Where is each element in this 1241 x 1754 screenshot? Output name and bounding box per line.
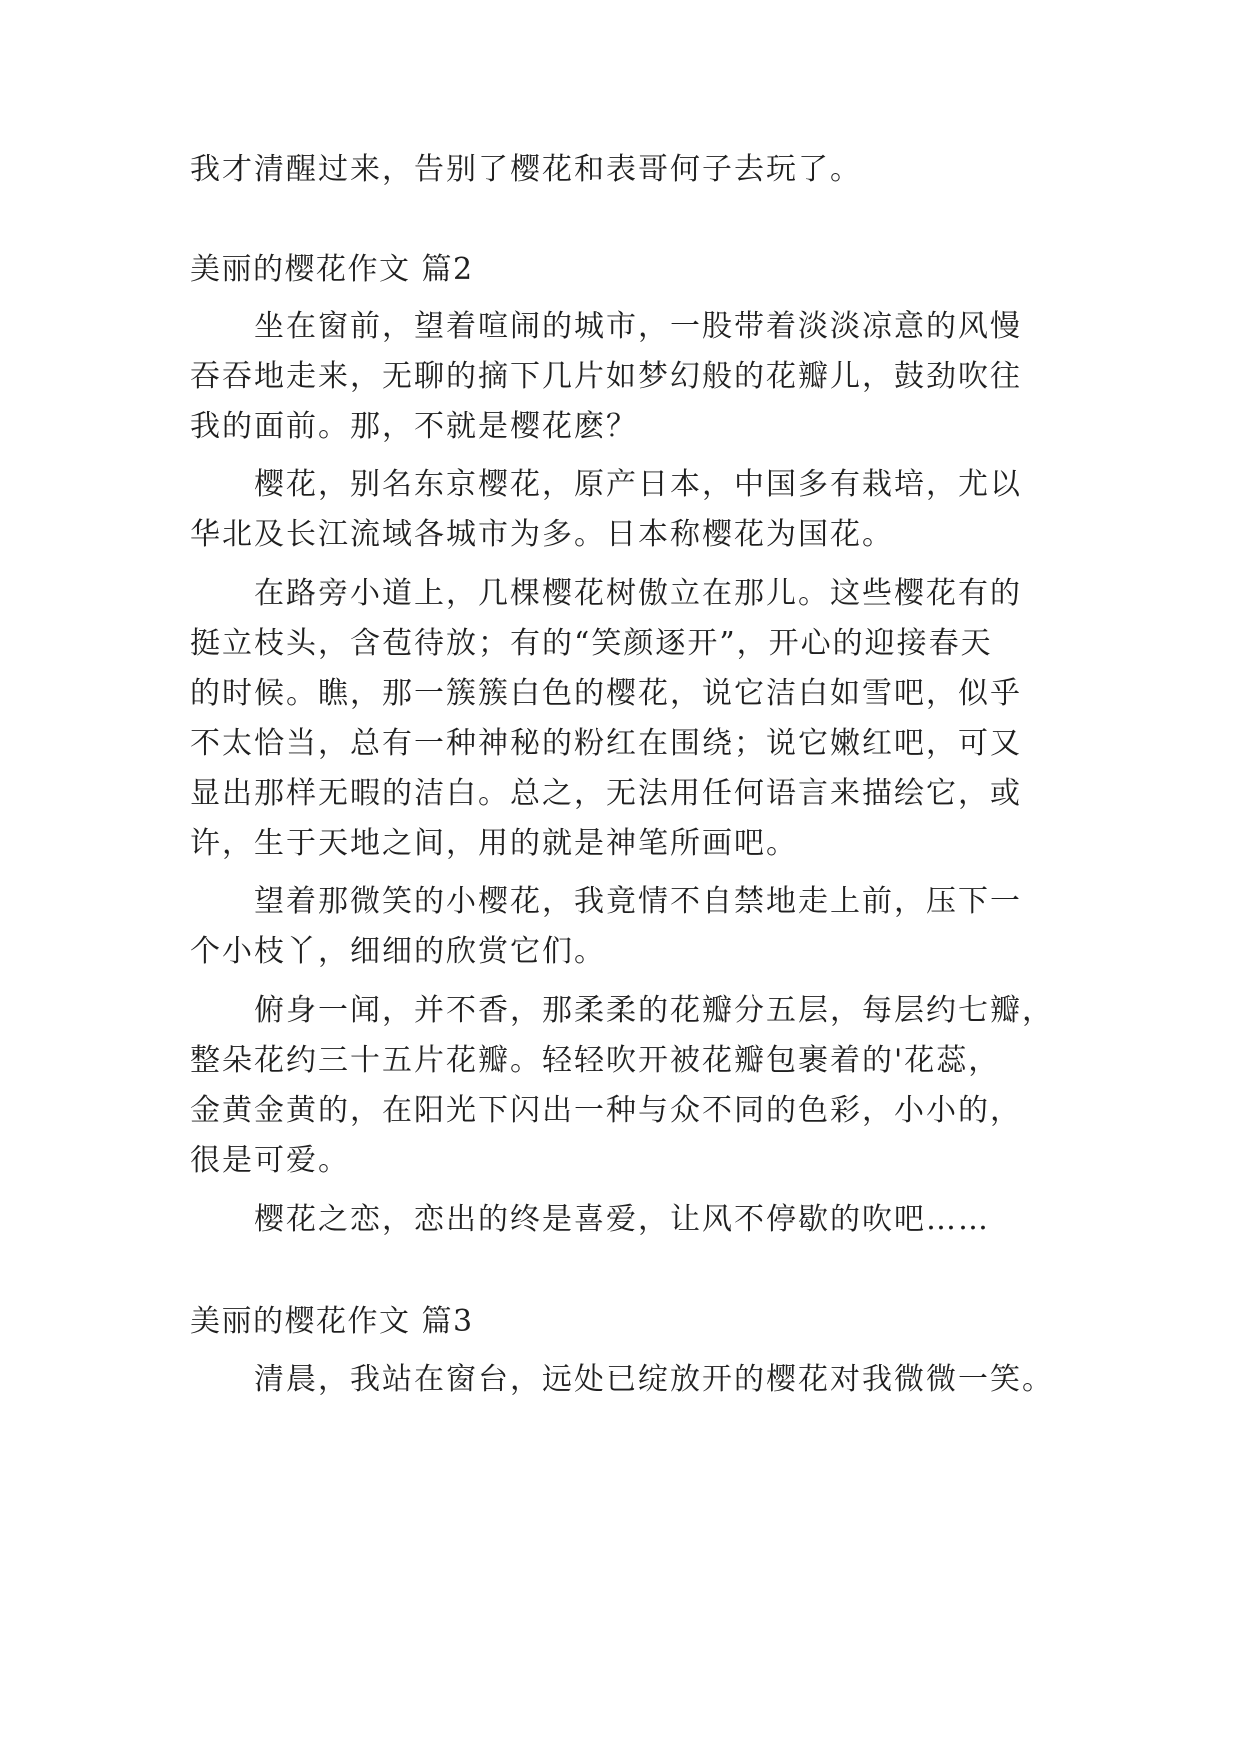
section-heading: 美丽的樱花作文 篇2 bbox=[190, 252, 474, 287]
paragraph-line: 在路旁小道上，几棵樱花树傲立在那儿。这些樱花有的 bbox=[254, 576, 1022, 611]
paragraph-line: 挺立枝头，含苞待放；有的“笑颜逐开”，开心的迎接春天 bbox=[190, 626, 993, 661]
paragraph-line: 我才清醒过来，告别了樱花和表哥何子去玩了。 bbox=[190, 152, 862, 187]
paragraph-line: 樱花，别名东京樱花，原产日本，中国多有栽培，尤以 bbox=[254, 467, 1022, 502]
paragraph-line: 望着那微笑的小樱花，我竟情不自禁地走上前，压下一 bbox=[254, 884, 1022, 919]
paragraph-line: 个小枝丫，细细的欣赏它们。 bbox=[190, 934, 606, 969]
paragraph-line: 显出那样无暇的洁白。总之，无法用任何语言来描绘它，或 bbox=[190, 776, 1022, 811]
paragraph-line: 我的面前。那，不就是樱花麽？ bbox=[190, 409, 638, 444]
paragraph-line: 樱花之恋，恋出的终是喜爱，让风不停歇的吹吧…… bbox=[254, 1202, 990, 1237]
paragraph-line: 俯身一闻，并不香，那柔柔的花瓣分五层，每层约七瓣， bbox=[254, 993, 1054, 1028]
paragraph-line: 金黄金黄的，在阳光下闪出一种与众不同的色彩，小小的， bbox=[190, 1093, 1022, 1128]
paragraph-line: 许，生于天地之间，用的就是神笔所画吧。 bbox=[190, 826, 798, 861]
section-heading: 美丽的樱花作文 篇3 bbox=[190, 1304, 474, 1339]
paragraph-line: 坐在窗前，望着喧闹的城市，一股带着淡淡凉意的风慢 bbox=[254, 309, 1022, 344]
paragraph-line: 的时候。瞧，那一簇簇白色的樱花，说它洁白如雪吧，似乎 bbox=[190, 676, 1022, 711]
paragraph-line: 华北及长江流域各城市为多。日本称樱花为国花。 bbox=[190, 517, 894, 552]
paragraph-line: 清晨，我站在窗台，远处已绽放开的樱花对我微微一笑。 bbox=[254, 1362, 1054, 1397]
paragraph-line: 整朵花约三十五片花瓣。轻轻吹开被花瓣包裹着的'花蕊， bbox=[190, 1043, 1001, 1078]
paragraph-line: 吞吞地走来，无聊的摘下几片如梦幻般的花瓣儿，鼓劲吹往 bbox=[190, 359, 1022, 394]
paragraph-line: 很是可爱。 bbox=[190, 1143, 350, 1178]
paragraph-line: 不太恰当，总有一种神秘的粉红在围绕；说它嫩红吧，可又 bbox=[190, 726, 1022, 761]
